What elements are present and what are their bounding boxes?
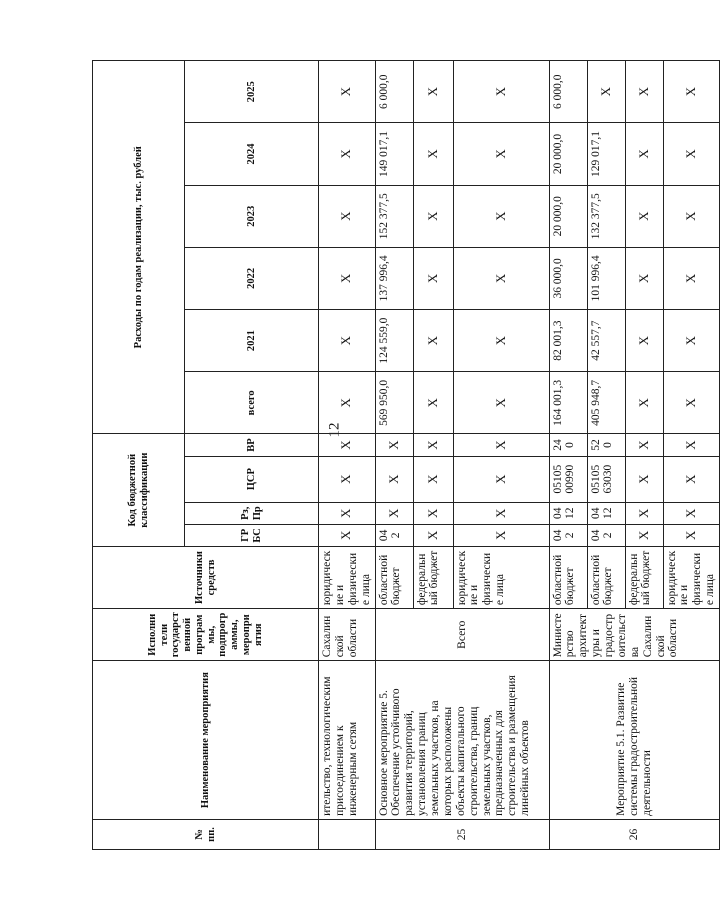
- header-year-2025: 2025: [185, 61, 319, 123]
- cell-csr: Х: [663, 456, 720, 502]
- header-csr: ЦСР: [185, 456, 319, 502]
- cell-source: федеральный бюджет: [413, 546, 453, 608]
- cell-2022: Х: [413, 247, 453, 309]
- cell-2021: 82 001,3: [549, 310, 587, 372]
- header-budget-classification: Код бюджетной классификации: [93, 434, 185, 546]
- cell-total: 405 948,7: [587, 372, 625, 434]
- cell-total: Х: [453, 372, 549, 434]
- cell-2024: Х: [319, 123, 376, 185]
- cell-total: Х: [413, 372, 453, 434]
- cell-csr: 05105 00990: [549, 456, 587, 502]
- header-row-1: [93, 61, 185, 850]
- cell-2024: Х: [625, 123, 663, 185]
- cell-2023: Х: [413, 185, 453, 247]
- cell-grbs: Х: [413, 524, 453, 546]
- cell-vr: Х: [375, 434, 413, 456]
- table-row: [549, 61, 587, 850]
- cell-rzpr: 04 12: [549, 502, 587, 524]
- cell-grbs: 04 2: [587, 524, 625, 546]
- cell-rzpr: Х: [375, 502, 413, 524]
- cell-grbs: 04 2: [375, 524, 413, 546]
- cell-grbs: Х: [453, 524, 549, 546]
- cell-2022: 101 996,4: [587, 247, 625, 309]
- page-number: 12: [326, 422, 343, 438]
- header-total: всего: [185, 372, 319, 434]
- cell-2021: 124 559,0: [375, 310, 413, 372]
- cell-2023: 20 000,0: [549, 185, 587, 247]
- cell-2023: Х: [663, 185, 720, 247]
- cell-vr: 52 0: [587, 434, 625, 456]
- cell-rzpr: Х: [453, 502, 549, 524]
- cell-2025: Х: [587, 61, 625, 123]
- cell-rzpr: Х: [413, 502, 453, 524]
- cell-source: юридические и физические лица: [319, 546, 376, 608]
- cell-2024: Х: [453, 123, 549, 185]
- header-executor: Исполнители государственной программы, подпрограммы, мероприятия: [93, 609, 319, 661]
- cell-source: областной бюджет: [587, 546, 625, 608]
- cell-executor: Сахалинской области: [319, 609, 376, 661]
- table-row: [319, 61, 376, 850]
- cell-vr: Х: [453, 434, 549, 456]
- cell-2021: Х: [413, 310, 453, 372]
- cell-vr: Х: [413, 434, 453, 456]
- cell-2024: Х: [663, 123, 720, 185]
- cell-2023: Х: [625, 185, 663, 247]
- cell-2025: 6 000,0: [549, 61, 587, 123]
- cell-2021: Х: [625, 310, 663, 372]
- cell-csr: Х: [625, 456, 663, 502]
- header-year-2022: 2022: [185, 247, 319, 309]
- table-row: [375, 61, 413, 850]
- cell-name: Мероприятие 5.1. Развитие системы градостроительной деятельности: [549, 661, 720, 820]
- cell-2021: 42 557,7: [587, 310, 625, 372]
- cell-rzpr: 04 12: [587, 502, 625, 524]
- cell-total: 569 950,0: [375, 372, 413, 434]
- header-grbs: ГРБС: [185, 524, 319, 546]
- cell-2023: Х: [319, 185, 376, 247]
- cell-grbs: Х: [319, 524, 376, 546]
- cell-2025: Х: [663, 61, 720, 123]
- cell-name: ительство, технологическим присоединением к инженерным сетям: [319, 661, 376, 820]
- cell-num: 25: [375, 819, 549, 849]
- cell-vr: 24 0: [549, 434, 587, 456]
- cell-executor: Министерство архитектуры и градостроительства Сахалинской области: [549, 609, 720, 661]
- cell-2022: Х: [453, 247, 549, 309]
- cell-2023: Х: [453, 185, 549, 247]
- cell-2021: Х: [453, 310, 549, 372]
- cell-2023: 152 377,5: [375, 185, 413, 247]
- cell-2022: 137 996,4: [375, 247, 413, 309]
- cell-grbs: Х: [625, 524, 663, 546]
- cell-2021: Х: [319, 310, 376, 372]
- cell-2024: 20 000,0: [549, 123, 587, 185]
- cell-2022: Х: [625, 247, 663, 309]
- cell-2025: Х: [319, 61, 376, 123]
- cell-rzpr: Х: [319, 502, 376, 524]
- cell-source: федеральный бюджет: [625, 546, 663, 608]
- header-name: Наименование мероприятия: [93, 661, 319, 820]
- cell-source: юридические и физические лица: [663, 546, 720, 608]
- cell-csr: 05105 63030: [587, 456, 625, 502]
- cell-2025: Х: [453, 61, 549, 123]
- cell-source: юридические и физические лица: [453, 546, 549, 608]
- cell-2021: Х: [663, 310, 720, 372]
- cell-total: Х: [663, 372, 720, 434]
- cell-total: 164 001,3: [549, 372, 587, 434]
- cell-name: Основное мероприятие 5. Обеспечение устойчивого развития территорий, установления границ земельных участков, на которых расположены объекты капитального строительства, границ земельных участков, предназначенных для строительства и размещения линейных объектов: [375, 661, 549, 820]
- header-year-2023: 2023: [185, 185, 319, 247]
- budget-table: [92, 60, 720, 850]
- cell-csr: Х: [453, 456, 549, 502]
- cell-source: областной бюджет: [549, 546, 587, 608]
- header-sources: Источники средств: [93, 546, 319, 608]
- cell-2023: 132 377,5: [587, 185, 625, 247]
- header-year-2021: 2021: [185, 310, 319, 372]
- cell-grbs: 04 2: [549, 524, 587, 546]
- header-rzpr: Рз, Пр: [185, 502, 319, 524]
- cell-2024: 149 017,1: [375, 123, 413, 185]
- cell-csr: Х: [413, 456, 453, 502]
- cell-2022: 36 000,0: [549, 247, 587, 309]
- cell-csr: Х: [375, 456, 413, 502]
- cell-vr: Х: [625, 434, 663, 456]
- cell-grbs: Х: [663, 524, 720, 546]
- cell-vr: Х: [319, 434, 376, 456]
- cell-2025: Х: [625, 61, 663, 123]
- cell-2024: Х: [413, 123, 453, 185]
- cell-num: [319, 819, 376, 849]
- cell-2024: 129 017,1: [587, 123, 625, 185]
- cell-csr: Х: [319, 456, 376, 502]
- cell-total: Х: [319, 372, 376, 434]
- header-expenses: Расходы по годам реализации, тыс. рублей: [93, 61, 185, 434]
- cell-2025: 6 000,0: [375, 61, 413, 123]
- cell-total: Х: [625, 372, 663, 434]
- header-year-2024: 2024: [185, 123, 319, 185]
- cell-source: областной бюджет: [375, 546, 413, 608]
- cell-num: 26: [549, 819, 720, 849]
- header-num: № пп.: [93, 819, 319, 849]
- header-vr: ВР: [185, 434, 319, 456]
- cell-2025: Х: [413, 61, 453, 123]
- cell-rzpr: Х: [663, 502, 720, 524]
- rotated-table-container: [92, 60, 717, 850]
- cell-2022: Х: [663, 247, 720, 309]
- cell-rzpr: Х: [625, 502, 663, 524]
- cell-executor: Всего: [375, 609, 549, 661]
- cell-vr: Х: [663, 434, 720, 456]
- cell-2022: Х: [319, 247, 376, 309]
